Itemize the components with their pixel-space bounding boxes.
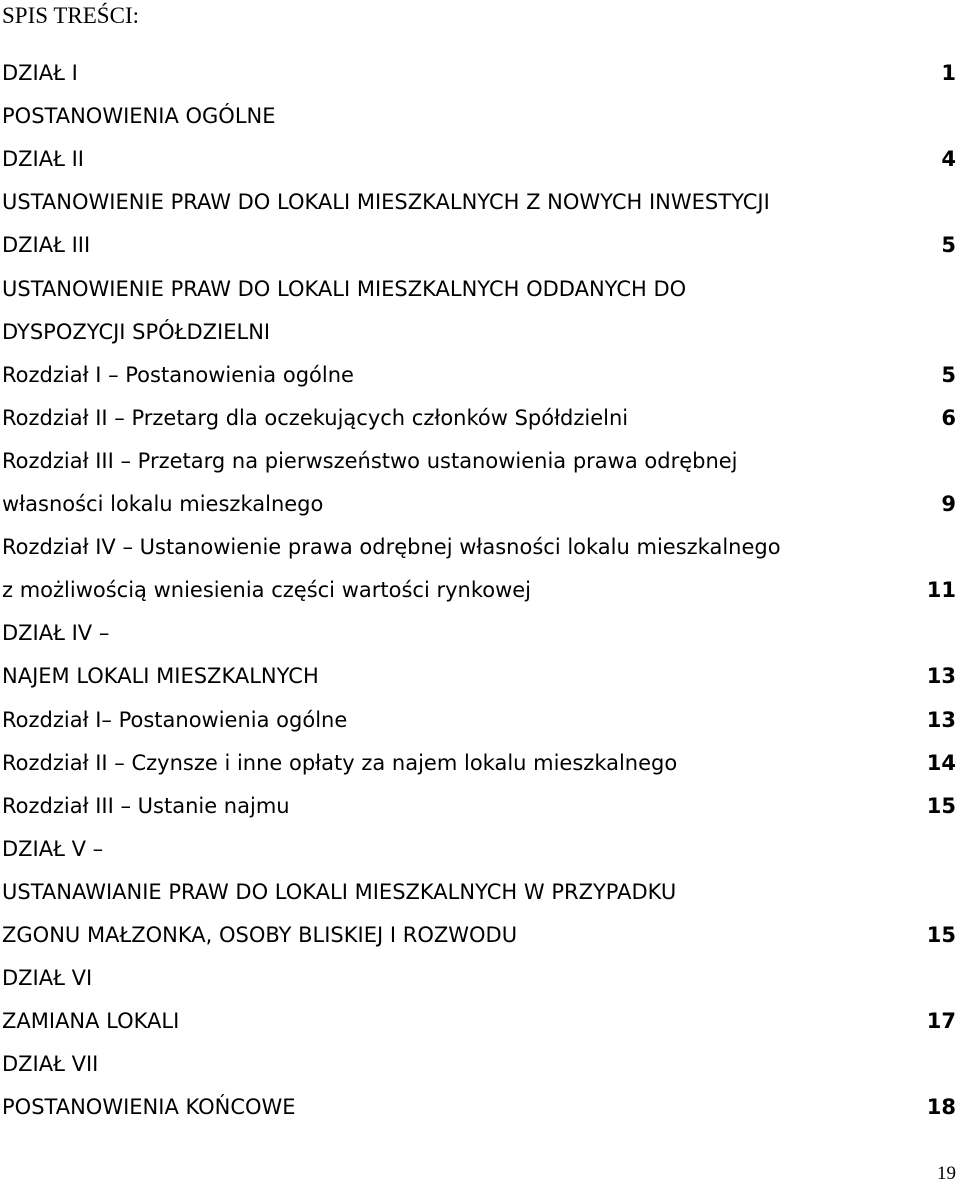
toc-entry-page: 6	[941, 405, 956, 430]
toc-entry-title: DZIAŁ III	[2, 233, 91, 258]
toc-entry-page: 15	[926, 923, 956, 947]
toc-entry-title: Rozdział II – Przetarg dla oczekujących członków Spółdzielni	[2, 405, 629, 430]
toc-entry-page: 5	[941, 362, 956, 387]
toc-entry-title: USTANAWIANIE PRAW DO LOKALI MIESZKALNYCH W PRZYPADKU	[2, 879, 677, 904]
toc-entry	[2, 101, 956, 131]
toc-entry	[2, 446, 956, 476]
toc-entry-page: 9	[941, 492, 956, 516]
toc-entry	[2, 274, 956, 304]
toc-entry-title: USTANOWIENIE PRAW DO LOKALI MIESZKALNYCH ODDANYCH DO	[2, 276, 687, 301]
toc-entry	[2, 1049, 956, 1079]
toc-entry-title: Rozdział II – Czynsze i inne opłaty za najem lokalu mieszkalnego	[2, 750, 678, 775]
toc-entry-title: POSTANOWIENIA OGÓLNE	[2, 104, 276, 129]
toc-entry	[2, 963, 956, 993]
toc-entry-page: 11	[926, 578, 956, 603]
toc-entry	[2, 360, 956, 390]
toc-entry-title: USTANOWIENIE PRAW DO LOKALI MIESZKALNYCH Z NOWYCH INWESTYCJI	[2, 190, 770, 215]
toc-entry	[2, 1006, 956, 1036]
toc-entry-title: DZIAŁ I	[2, 61, 78, 85]
page-number: 19	[937, 1163, 956, 1184]
toc-entry	[2, 187, 956, 217]
toc-entry	[2, 58, 956, 88]
toc-entry-page: 13	[926, 664, 956, 689]
toc-entry-page: 17	[926, 1009, 956, 1034]
toc-entry	[2, 920, 956, 950]
toc-entry-page: 1	[941, 61, 956, 85]
toc-entry-page: 18	[926, 1095, 956, 1120]
toc-entry-title: NAJEM LOKALI MIESZKALNYCH	[2, 664, 319, 689]
toc-entry-title: DYSPOZYCJI SPÓŁDZIELNI	[2, 319, 271, 344]
toc-entry	[2, 791, 956, 821]
toc-entry-title: DZIAŁ IV –	[2, 621, 110, 646]
toc-entry-title: własności lokalu mieszkalnego	[2, 492, 324, 516]
toc-entry-title: DZIAŁ II	[2, 147, 84, 172]
toc-entry	[2, 877, 956, 907]
toc-entry-page: 13	[926, 707, 956, 732]
toc-entry	[2, 532, 956, 562]
toc-entry-title: DZIAŁ VI	[2, 966, 93, 991]
toc-entry-title: z możliwością wniesienia części wartości rynkowej	[2, 578, 532, 603]
toc-entry-page: 14	[926, 750, 956, 775]
toc-entry-page: 5	[941, 233, 956, 258]
toc-entry	[2, 230, 956, 260]
toc-entry-title: DZIAŁ V –	[2, 836, 104, 861]
toc-entry-page: 15	[926, 793, 956, 818]
toc-heading: SPIS TREŚCI:	[2, 3, 139, 28]
toc-entry	[2, 834, 956, 864]
toc-entry-page: 4	[941, 147, 956, 172]
toc-entry	[2, 144, 956, 174]
toc-entry	[2, 403, 956, 433]
toc-entry	[2, 575, 956, 605]
toc-entry	[2, 1092, 956, 1122]
toc-entry	[2, 489, 956, 519]
toc-entry-title: ZAMIANA LOKALI	[2, 1009, 180, 1034]
toc-entry-title: ZGONU MAŁZONKA, OSOBY BLISKIEJ I ROZWODU	[2, 923, 518, 947]
toc-entry	[2, 748, 956, 778]
toc-entry	[2, 705, 956, 735]
toc-entry-title: Rozdział I – Postanowienia ogólne	[2, 362, 354, 387]
toc-entry-title: Rozdział III – Ustanie najmu	[2, 793, 290, 818]
toc-entry	[2, 661, 956, 691]
toc-entry-title: POSTANOWIENIA KOŃCOWE	[2, 1095, 296, 1120]
toc-entry	[2, 317, 956, 347]
toc-entry-title: DZIAŁ VII	[2, 1052, 99, 1077]
toc-entry	[2, 618, 956, 648]
toc-entry-title: Rozdział IV – Ustanowienie prawa odrębnej własności lokalu mieszkalnego	[2, 535, 781, 560]
toc-entry-title: Rozdział I– Postanowienia ogólne	[2, 707, 348, 732]
toc-entry-title: Rozdział III – Przetarg na pierwszeństwo ustanowienia prawa odrębnej	[2, 448, 738, 473]
